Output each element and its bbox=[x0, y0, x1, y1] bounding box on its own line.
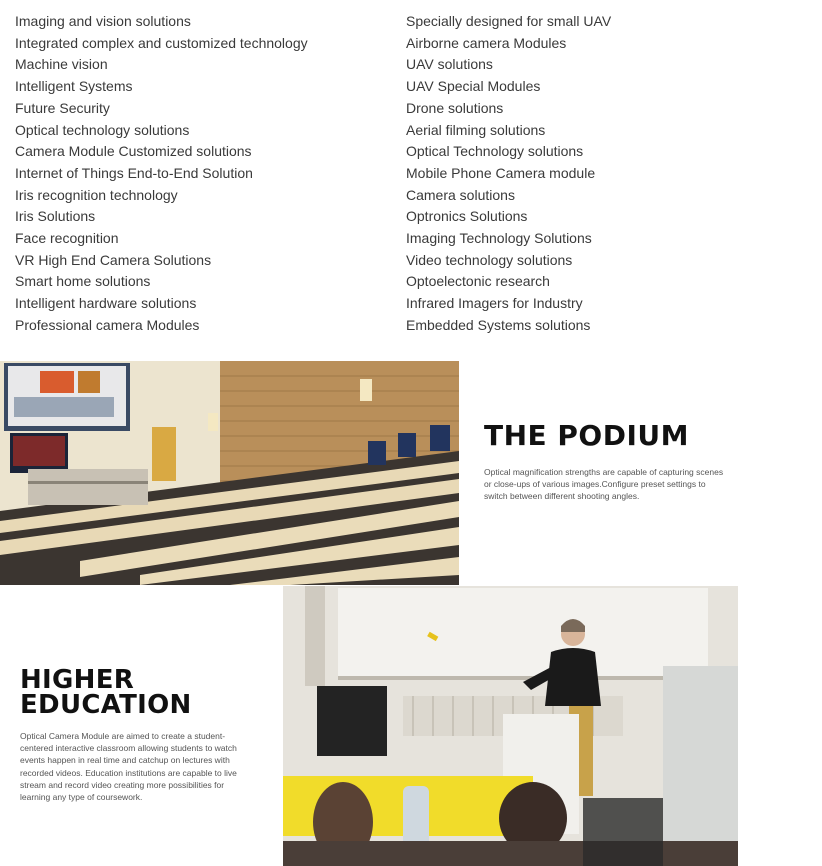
solution-link[interactable]: UAV Special Modules bbox=[406, 78, 541, 95]
higher-education-description: Optical Camera Module are aimed to create a student-centered interactive classroom allowing students to watch events happen in real time and catchup on lectures with recorded videos. Education institutions are capable to live stream and record video creating more possibilities for learning any type of coursework. bbox=[20, 731, 237, 803]
solution-link[interactable]: Airborne camera Modules bbox=[406, 34, 567, 51]
solutions-list-left bbox=[15, 11, 385, 337]
solution-link[interactable]: Imaging Technology Solutions bbox=[406, 230, 592, 247]
podium-heading: THE PODIUM bbox=[484, 419, 689, 452]
solution-link[interactable]: Video technology solutions bbox=[406, 251, 573, 268]
solution-link[interactable]: Mobile Phone Camera module bbox=[406, 164, 596, 181]
heading-line-2: EDUCATION bbox=[20, 690, 192, 720]
solution-link[interactable]: Professional camera Modules bbox=[15, 316, 200, 333]
solution-link[interactable]: Embedded Systems solutions bbox=[406, 316, 591, 333]
solution-link[interactable]: Camera solutions bbox=[406, 186, 515, 203]
solution-link[interactable]: Smart home solutions bbox=[15, 273, 151, 290]
solution-link[interactable]: Intelligent Systems bbox=[15, 78, 133, 95]
higher-education-heading bbox=[20, 665, 255, 720]
solution-link[interactable]: Iris recognition technology bbox=[15, 186, 178, 203]
solution-link[interactable]: Infrared Imagers for Industry bbox=[406, 295, 583, 312]
podium-info bbox=[484, 420, 724, 502]
heading-line-1: HIGHER bbox=[20, 665, 135, 695]
solution-link[interactable]: Drone solutions bbox=[406, 99, 504, 116]
solution-link[interactable]: Optronics Solutions bbox=[406, 208, 528, 225]
solution-link[interactable]: Internet of Things End-to-End Solution bbox=[15, 164, 253, 181]
solution-link[interactable]: Face recognition bbox=[15, 230, 119, 247]
solution-link[interactable]: Optoelectonic research bbox=[406, 273, 550, 290]
solutions-list-right bbox=[406, 11, 806, 337]
solution-link[interactable]: Imaging and vision solutions bbox=[15, 13, 191, 29]
solution-link[interactable]: Aerial filming solutions bbox=[406, 121, 546, 138]
solution-link[interactable]: Future Security bbox=[15, 99, 110, 116]
lecture-hall-photo bbox=[0, 361, 459, 585]
solution-link[interactable]: Optical Technology solutions bbox=[406, 143, 584, 160]
solution-link[interactable]: VR High End Camera Solutions bbox=[15, 251, 212, 268]
solution-link[interactable]: Intelligent hardware solutions bbox=[15, 295, 197, 312]
solution-link[interactable]: Machine vision bbox=[15, 56, 108, 73]
higher-education-info bbox=[20, 665, 255, 803]
solution-link[interactable]: Optical technology solutions bbox=[15, 121, 190, 138]
solution-link[interactable]: Integrated complex and customized technology bbox=[15, 34, 308, 51]
solution-link[interactable]: Specially designed for small UAV bbox=[406, 13, 612, 29]
solution-link[interactable]: Iris Solutions bbox=[15, 208, 96, 225]
solution-link[interactable]: UAV solutions bbox=[406, 56, 493, 73]
classroom-lecturer-photo bbox=[283, 586, 738, 866]
solution-link[interactable]: Camera Module Customized solutions bbox=[15, 143, 252, 160]
podium-description: Optical magnification strengths are capable of capturing scenes or close-ups of various images.Configure preset settings to switch between different shooting angles. bbox=[484, 467, 724, 501]
